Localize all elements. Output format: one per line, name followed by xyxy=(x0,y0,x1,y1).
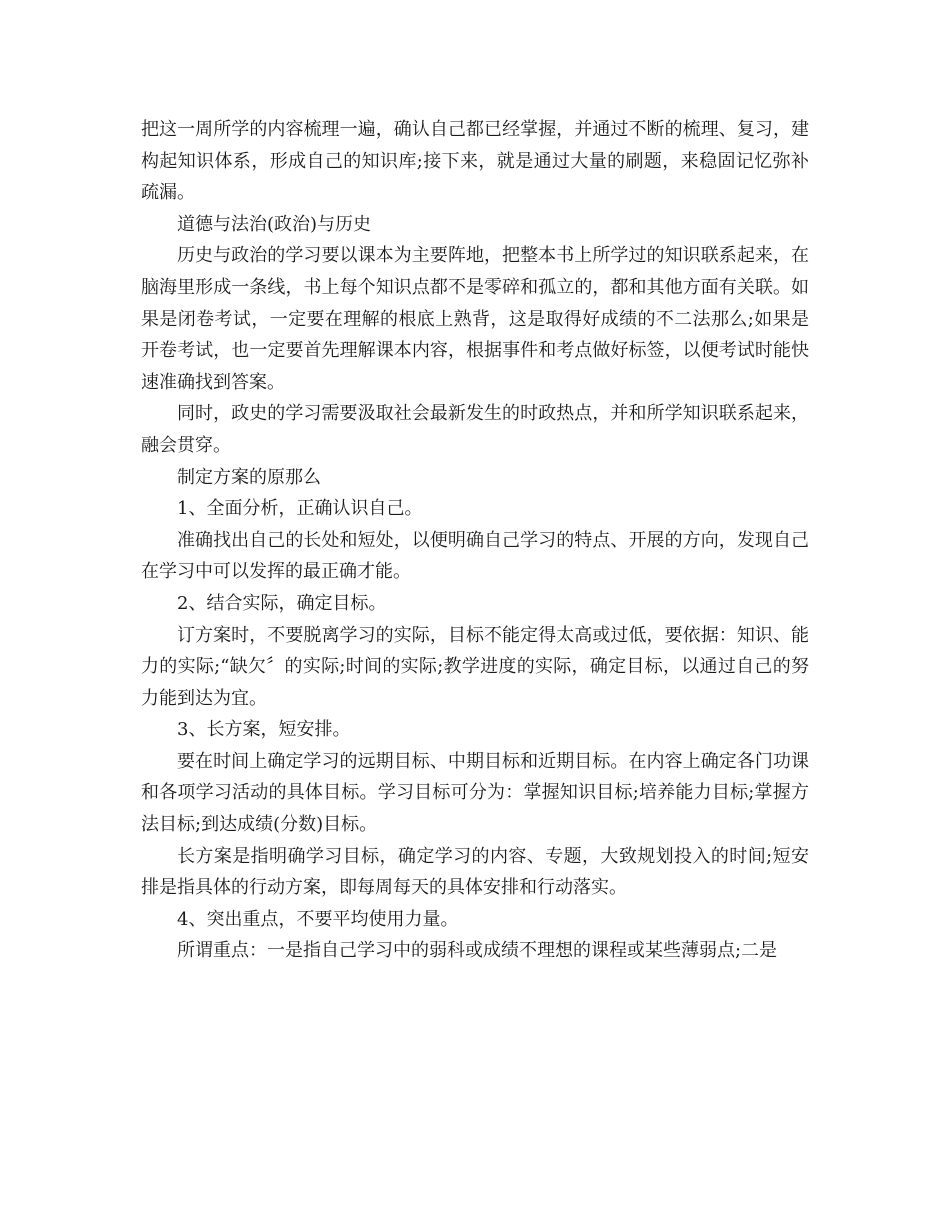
paragraph-history-politics-study: 历史与政治的学习要以课本为主要阵地，把整本书上所学过的知识联系起来，在脑海里形成一条线，书上每个知识点都不是零碎和孤立的，都和其他方面有关联。如果是闭卷考试，一定要在理解的根底上熟背，这是取得好成绩的不二法那么;如果是开卷考试，也一定要首先理解课本内容，根据事件和考点做好标签，以便考试时能快速准确找到答案。 xyxy=(141,245,809,393)
heading-morality-law-history: 道德与法治(政治)与历史 xyxy=(177,213,372,235)
paragraph-principle-3-plans: 长方案是指明确学习目标，确定学习的内容、专题，大致规划投入的时间;短安排是指具体的行动方案，即每周每天的具体安排和行动落实。 xyxy=(141,845,809,899)
paragraph-principle-2: 订方案时，不要脱离学习的实际，目标不能定得太高或过低，要依据：知识、能力的实际;“缺欠〞的实际;时间的实际;教学进度的实际，确定目标，以通过自己的努力能到达为宜。 xyxy=(141,624,809,709)
heading-principle-1: 1、全面分析，正确认识自己。 xyxy=(177,498,423,520)
paragraph-review-summary: 把这一周所学的内容梳理一遍，确认自己都已经掌握，并通过不断的梳理、复习，建构起知识体系，形成自己的知识库;接下来，就是通过大量的刷题，来稳固记忆弥补疏漏。 xyxy=(141,119,809,204)
paragraph-principle-1: 准确找出自己的长处和短处，以便明确自己学习的特点、开展的方向，发现自己在学习中可以发挥的最正确才能。 xyxy=(141,529,809,583)
heading-principle-2: 2、结合实际，确定目标。 xyxy=(177,592,387,614)
paragraph-current-affairs: 同时，政史的学习需要汲取社会最新发生的时政热点，并和所学知识联系起来，融会贯穿。 xyxy=(141,403,809,456)
paragraph-principle-3-goals: 要在时间上确定学习的远期目标、中期目标和近期目标。在内容上确定各门功课和各项学习活动的具体目标。学习目标可分为：掌握知识目标;培养能力目标;掌握方法目标;到达成绩(分数)目标。 xyxy=(141,750,809,836)
document-body xyxy=(141,114,809,967)
heading-principle-3: 3、长方案，短安排。 xyxy=(177,719,351,741)
heading-principle-4: 4、突出重点，不要平均使用力量。 xyxy=(177,908,459,930)
paragraph-principle-4: 所谓重点：一是指自己学习中的弱科或成绩不理想的课程或某些薄弱点;二是 xyxy=(177,940,778,962)
heading-planning-principles: 制定方案的原那么 xyxy=(177,466,321,488)
